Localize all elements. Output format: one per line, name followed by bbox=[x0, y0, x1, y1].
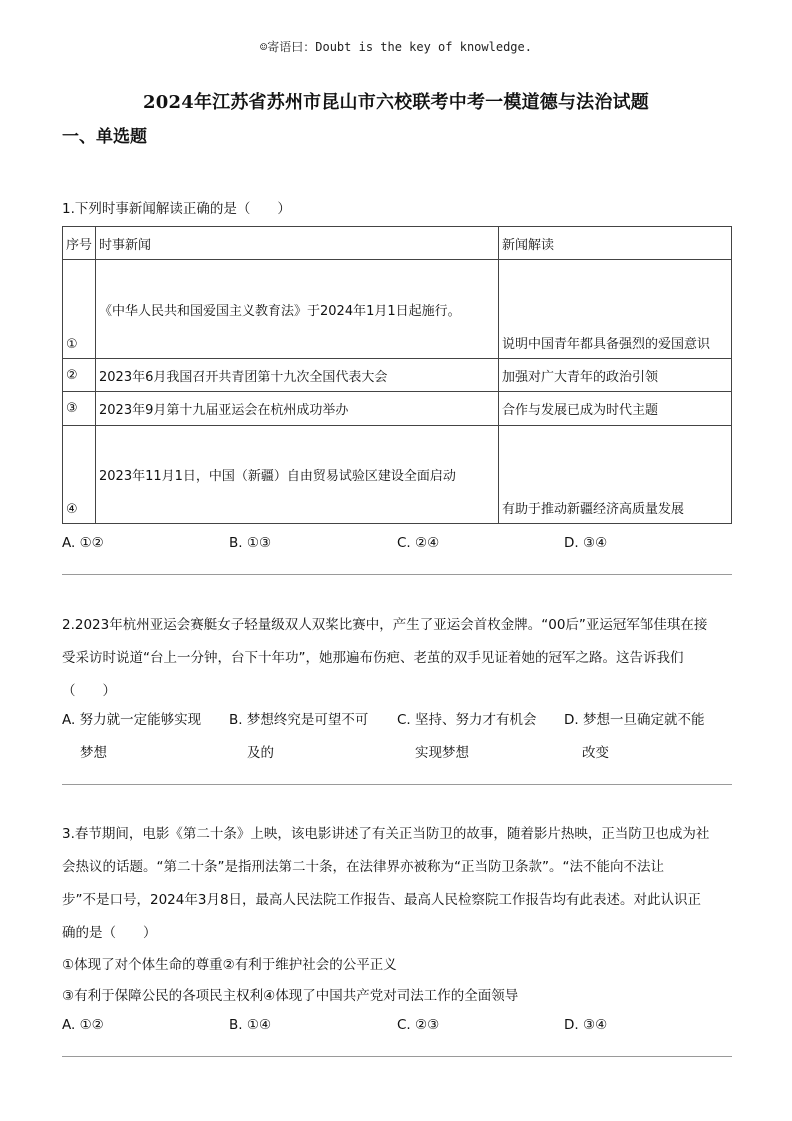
option-c[interactable]: C. ②③ bbox=[397, 1017, 440, 1033]
question-3-statements: ③有利于保障公民的各项民主权利④体现了中国共产党对司法工作的全面领导 bbox=[62, 988, 519, 1004]
option-b[interactable]: B. ①③ bbox=[229, 535, 272, 551]
question-3-statements: ①体现了对个体生命的尊重②有利于维护社会的公平正义 bbox=[62, 957, 397, 973]
table-row bbox=[63, 392, 732, 426]
question-3-options bbox=[62, 1009, 732, 1042]
row-number: ① bbox=[63, 260, 96, 359]
section-heading: 一、单选题 bbox=[62, 127, 147, 147]
row-number: ② bbox=[63, 359, 96, 392]
table-header-row bbox=[63, 227, 732, 260]
row-number: ③ bbox=[63, 392, 96, 426]
option-b-line: 及的 bbox=[247, 745, 274, 761]
table-row bbox=[63, 260, 732, 359]
question-2-line: 2.2023年杭州亚运会赛艇女子轻量级双人双桨比赛中，产生了亚运会首枚金牌。“00后”亚运冠军邹佳琪在接 bbox=[62, 617, 708, 633]
table-row bbox=[63, 359, 732, 392]
news-table bbox=[62, 226, 732, 524]
question-2-line: 受采访时说道“台上一分钟，台下十年功”，她那遍布伤疤、老茧的双手见证着她的冠军之路。这告诉我们 bbox=[62, 650, 684, 666]
question-divider bbox=[62, 574, 732, 575]
motto-header: ☺寄语曰：Doubt is the key of knowledge. bbox=[260, 40, 532, 54]
option-c[interactable] bbox=[397, 704, 562, 770]
question-1-options bbox=[62, 527, 732, 560]
row-news: 《中华人民共和国爱国主义教育法》于2024年1月1日起施行。 bbox=[96, 260, 499, 359]
question-2-line: （ ） bbox=[62, 683, 116, 699]
row-news: 2023年11月1日，中国（新疆）自由贸易试验区建设全面启动 bbox=[96, 426, 499, 524]
option-b[interactable] bbox=[229, 704, 394, 770]
option-a[interactable] bbox=[62, 704, 227, 770]
row-number: ④ bbox=[63, 426, 96, 524]
row-interpretation: 有助于推动新疆经济高质量发展 bbox=[499, 426, 732, 524]
question-3-line: 步”不是口号，2024年3月8日，最高人民法院工作报告、最高人民检察院工作报告均有此表述。对此认识正 bbox=[62, 892, 702, 908]
option-d[interactable]: D. ③④ bbox=[564, 1017, 608, 1033]
table-row bbox=[63, 426, 732, 524]
header-cell-interpretation: 新闻解读 bbox=[499, 227, 732, 260]
question-divider bbox=[62, 1056, 732, 1057]
question-3-stem bbox=[62, 818, 732, 1012]
question-divider bbox=[62, 784, 732, 785]
option-a-line: 梦想 bbox=[80, 745, 107, 761]
row-interpretation: 说明中国青年都具备强烈的爱国意识 bbox=[499, 260, 732, 359]
row-interpretation: 合作与发展已成为时代主题 bbox=[499, 392, 732, 426]
option-a-line: A. 努力就一定能够实现 bbox=[62, 712, 202, 728]
option-c-line: C. 坚持、努力才有机会 bbox=[397, 712, 537, 728]
option-d[interactable]: D. ③④ bbox=[564, 535, 608, 551]
header-cell-news: 时事新闻 bbox=[96, 227, 499, 260]
question-2-stem bbox=[62, 609, 732, 708]
option-c-line: 实现梦想 bbox=[415, 745, 469, 761]
option-c[interactable]: C. ②④ bbox=[397, 535, 440, 551]
question-3-line: 3.春节期间，电影《第二十条》上映，该电影讲述了有关正当防卫的故事，随着影片热映，正当防卫也成为社 bbox=[62, 826, 710, 842]
option-a[interactable]: A. ①② bbox=[62, 1017, 104, 1033]
option-b-line: B. 梦想终究是可望不可 bbox=[229, 712, 369, 728]
row-interpretation: 加强对广大青年的政治引领 bbox=[499, 359, 732, 392]
question-2-options bbox=[62, 704, 732, 770]
row-news: 2023年6月我国召开共青团第十九次全国代表大会 bbox=[96, 359, 499, 392]
option-d-line: D. 梦想一旦确定就不能 bbox=[564, 712, 705, 728]
question-1-stem: 1.下列时事新闻解读正确的是（ ） bbox=[62, 201, 291, 217]
option-a[interactable]: A. ①② bbox=[62, 535, 104, 551]
row-news: 2023年9月第十九届亚运会在杭州成功举办 bbox=[96, 392, 499, 426]
header-cell-number: 序号 bbox=[63, 227, 96, 260]
option-d[interactable] bbox=[564, 704, 729, 770]
option-b[interactable]: B. ①④ bbox=[229, 1017, 272, 1033]
question-3-line: 会热议的话题。“第二十条”是指刑法第二十条，在法律界亦被称为“正当防卫条款”。“法不能向不法让 bbox=[62, 859, 664, 875]
option-d-line: 改变 bbox=[582, 745, 609, 761]
document-title: 2024年江苏省苏州市昆山市六校联考中考一模道德与法治试题 bbox=[143, 92, 649, 113]
question-3-line: 确的是（ ） bbox=[62, 925, 157, 941]
